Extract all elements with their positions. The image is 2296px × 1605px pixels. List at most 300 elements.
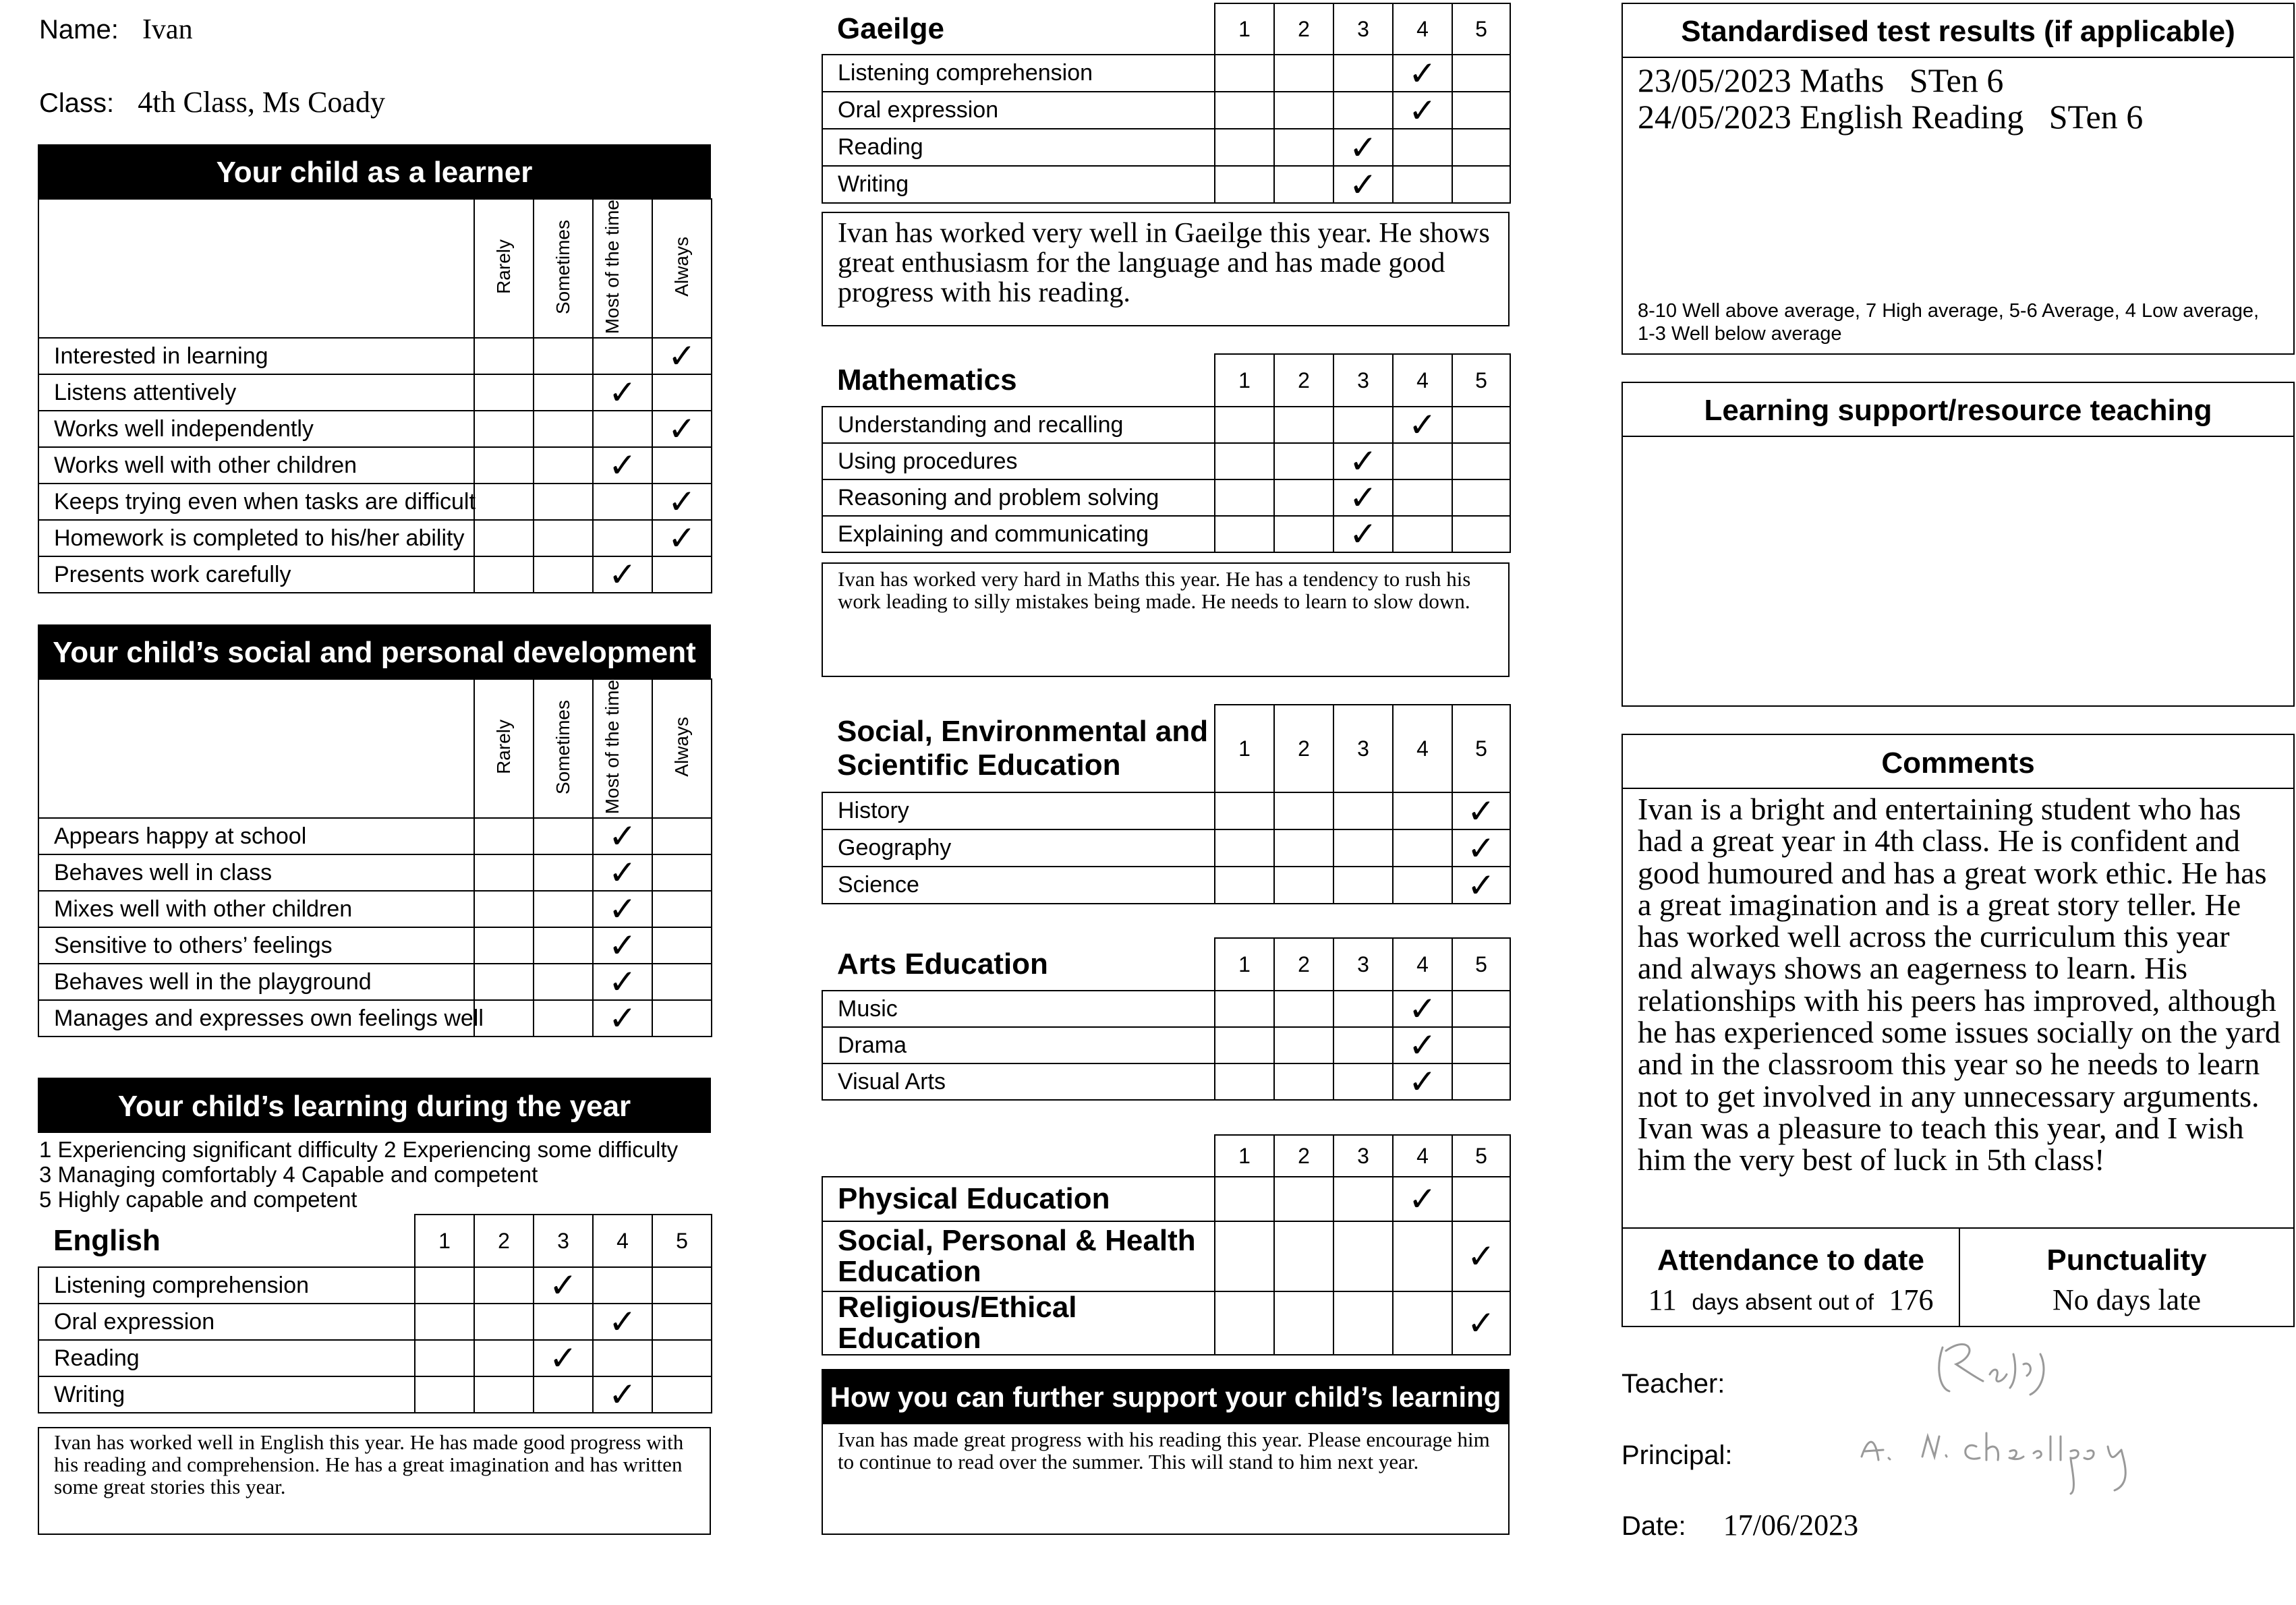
rating-cell-4 (1393, 479, 1452, 516)
checkmark-icon: ✓ (1467, 791, 1495, 831)
row-label: Manages and expresses own feelings well (38, 1000, 474, 1037)
rating-cell-3 (1333, 443, 1393, 479)
checkmark-icon: ✓ (1467, 865, 1495, 905)
checkmark-icon: ✓ (1349, 127, 1377, 167)
social-row-manages-and-expresses-own-feelings-well (38, 1000, 712, 1037)
scale-4: 4 (593, 1215, 652, 1267)
maths-row-explaining-and-communicating (822, 516, 1510, 552)
arts-title: Arts Education (822, 938, 1215, 991)
checkmark-icon: ✓ (1349, 165, 1377, 204)
scale-3: 3 (1333, 938, 1393, 991)
checkmark-icon: ✓ (1408, 90, 1437, 130)
arts-header-row (822, 938, 1510, 991)
rating-cell-4 (1393, 516, 1452, 552)
rating-cell-4 (652, 964, 712, 1000)
learner-row-interested-in-learning (38, 338, 712, 374)
checkmark-icon: ✓ (549, 1339, 577, 1378)
checkmark-icon: ✓ (608, 999, 637, 1039)
social-row-appears-happy-at-school (38, 818, 712, 854)
rating-cell-4 (652, 484, 712, 520)
support-comment: Ivan has made great progress with his reading this year. Please encourage him to continue to read over the summer. This will stand to him next year. (822, 1423, 1510, 1535)
sese-row-history (822, 792, 1510, 829)
row-label: Reading (38, 1340, 415, 1376)
english-table (38, 1214, 712, 1413)
learner-row-homework-is-completed-to-his-her-ability (38, 520, 712, 556)
learner-row-listens-attentively (38, 374, 712, 411)
rating-cell-4 (652, 338, 712, 374)
gaeilge-row-oral-expression (822, 92, 1510, 129)
rating-cell-4 (1393, 1291, 1452, 1355)
rating-cell-5 (652, 1376, 712, 1413)
checkmark-icon: ✓ (1349, 515, 1377, 554)
rating-cell-4 (593, 1304, 652, 1340)
rating-cell-2 (1274, 991, 1333, 1027)
rating-cell-1 (1215, 1221, 1274, 1291)
rating-cell-1 (1215, 166, 1274, 203)
learning-year-header: Your child’s learning during the year (38, 1078, 711, 1133)
rating-cell-4 (1393, 1063, 1452, 1100)
maths-header-row (822, 354, 1510, 407)
social-table (38, 678, 712, 1037)
english-row-listening-comprehension (38, 1267, 712, 1304)
row-label: Reading (822, 129, 1215, 166)
rating-cell-2 (1274, 407, 1333, 443)
standardised-box (1621, 3, 2295, 355)
rating-cell-3 (1333, 829, 1393, 867)
class-value: 4th Class, Ms Coady (138, 86, 385, 119)
learner-header-row (38, 199, 712, 338)
rating-cell-1 (415, 1340, 474, 1376)
maths-row-using-procedures (822, 443, 1510, 479)
punctuality-cell (1960, 1229, 2293, 1326)
rating-cell-2 (534, 484, 593, 520)
rating-cell-3 (593, 411, 652, 447)
rating-cell-2 (534, 447, 593, 484)
rating-cell-1 (1215, 991, 1274, 1027)
punctuality-title: Punctuality (2046, 1244, 2207, 1277)
rating-cell-2 (1274, 479, 1333, 516)
attendance-values (1623, 1283, 1959, 1317)
rating-cell-4 (1393, 1027, 1452, 1063)
rating-cell-1 (1215, 829, 1274, 867)
rating-cell-3 (1333, 867, 1393, 904)
rating-cell-3 (1333, 991, 1393, 1027)
class-label: Class: (39, 88, 115, 118)
checkmark-icon: ✓ (608, 446, 637, 486)
rating-cell-5 (1452, 407, 1510, 443)
checkmark-icon: ✓ (608, 889, 637, 929)
days-absent-value: 11 (1648, 1283, 1677, 1316)
rating-cell-1 (474, 374, 534, 411)
row-label: Reasoning and problem solving (822, 479, 1215, 516)
rating-cell-4 (652, 854, 712, 891)
rating-cell-5 (1452, 829, 1510, 867)
checkmark-icon: ✓ (608, 817, 637, 856)
english-comment: Ivan has worked well in English this year. He has made good progress with his reading and comprehension. He has a great imagination and has written some great stories this year. (38, 1427, 711, 1535)
rating-cell-4 (652, 891, 712, 927)
rating-cell-5 (1452, 166, 1510, 203)
row-label: Presents work carefully (38, 556, 474, 593)
row-label: Explaining and communicating (822, 516, 1215, 552)
scale-3: 3 (1333, 705, 1393, 792)
rating-cell-1 (474, 338, 534, 374)
standardised-note: 8-10 Well above average, 7 High average, 5-6 Average, 4 Low average, 1-3 Well below average (1638, 300, 2260, 345)
rating-cell-1 (1215, 867, 1274, 904)
arts-table (822, 937, 1511, 1101)
other-row-physical-education (822, 1177, 1510, 1221)
row-label: Behaves well in the playground (38, 964, 474, 1000)
rating-cell-1 (474, 556, 534, 593)
gaeilge-row-listening-comprehension (822, 55, 1510, 92)
rating-cell-4 (1393, 792, 1452, 829)
rating-cell-2 (1274, 867, 1333, 904)
scale-1: 1 (1215, 354, 1274, 407)
rating-cell-3 (1333, 166, 1393, 203)
checkmark-icon: ✓ (608, 1375, 637, 1414)
rating-cell-1 (415, 1267, 474, 1304)
scale-4: 4 (1393, 3, 1452, 55)
other-row-social-personal-health (822, 1221, 1510, 1291)
rating-cell-3 (1333, 1063, 1393, 1100)
scale-4: 4 (1393, 938, 1452, 991)
rating-cell-2 (534, 374, 593, 411)
checkmark-icon: ✓ (1408, 405, 1437, 444)
rating-cell-1 (1215, 1291, 1274, 1355)
rating-cell-4 (593, 1340, 652, 1376)
rating-cell-2 (474, 1340, 534, 1376)
scale-3: 3 (1333, 354, 1393, 407)
name-value: Ivan (142, 14, 193, 45)
rating-cell-2 (1274, 129, 1333, 166)
other-row-religious-ethical-education (822, 1291, 1510, 1355)
row-label: Oral expression (822, 92, 1215, 129)
learner-row-keeps-trying-even-when-tasks-are-difficult (38, 484, 712, 520)
rating-cell-4 (1393, 443, 1452, 479)
rating-cell-5 (1452, 1063, 1510, 1100)
checkmark-icon: ✓ (608, 962, 637, 1002)
maths-table (822, 353, 1511, 553)
rating-cell-2 (1274, 792, 1333, 829)
rating-cell-1 (474, 411, 534, 447)
scale-2: 2 (1274, 3, 1333, 55)
rating-cell-3 (593, 556, 652, 593)
rating-cell-1 (1215, 92, 1274, 129)
rating-cell-2 (534, 520, 593, 556)
social-row-behaves-well-in-class (38, 854, 712, 891)
rating-cell-3 (1333, 55, 1393, 92)
checkmark-icon: ✓ (608, 926, 637, 966)
checkmark-icon: ✓ (1408, 989, 1437, 1028)
checkmark-icon: ✓ (1349, 442, 1377, 481)
rating-cell-3 (534, 1340, 593, 1376)
rating-cell-1 (474, 927, 534, 964)
scale-1: 1 (1215, 1135, 1274, 1177)
checkmark-icon: ✓ (1467, 828, 1495, 868)
rating-cell-5 (652, 1340, 712, 1376)
rating-cell-4 (1393, 166, 1452, 203)
col-most-of-the-time: Most of the time (593, 679, 652, 818)
row-label: Sensitive to others’ feelings (38, 927, 474, 964)
rating-cell-2 (534, 891, 593, 927)
rating-cell-5 (1452, 1221, 1510, 1291)
rating-cell-1 (1215, 129, 1274, 166)
sese-table (822, 704, 1511, 904)
scale-5: 5 (1452, 354, 1510, 407)
learning-year-legend (39, 1137, 678, 1212)
row-label: Keeps trying even when tasks are difficult (38, 484, 474, 520)
rating-cell-1 (415, 1304, 474, 1340)
col-always: Always (652, 679, 712, 818)
rating-cell-2 (534, 556, 593, 593)
col-sometimes: Sometimes (534, 679, 593, 818)
date-value: 17/06/2023 (1723, 1509, 1859, 1542)
rating-cell-1 (474, 520, 534, 556)
gaeilge-header-row (822, 3, 1510, 55)
rating-cell-5 (1452, 92, 1510, 129)
rating-cell-1 (1215, 55, 1274, 92)
scale-1: 1 (1215, 705, 1274, 792)
rating-cell-4 (1393, 991, 1452, 1027)
social-row-mixes-well-with-other-children (38, 891, 712, 927)
rating-cell-1 (474, 447, 534, 484)
date-label: Date: (1621, 1511, 1686, 1541)
checkmark-icon: ✓ (1349, 478, 1377, 517)
row-label: Listens attentively (38, 374, 474, 411)
learning-support-title: Learning support/resource teaching (1623, 383, 2293, 437)
name-label: Name: (39, 15, 119, 45)
attendance-title: Attendance to date (1657, 1244, 1925, 1277)
attendance-row (1623, 1227, 2293, 1326)
row-label: Using procedures (822, 443, 1215, 479)
english-row-reading (38, 1340, 712, 1376)
arts-row-drama (822, 1027, 1510, 1063)
scale-5: 5 (652, 1215, 712, 1267)
learner-row-presents-work-carefully (38, 556, 712, 593)
checkmark-icon: ✓ (1408, 1062, 1437, 1101)
checkmark-icon: ✓ (1408, 1179, 1437, 1219)
checkmark-icon: ✓ (1467, 1304, 1495, 1343)
arts-row-visual-arts (822, 1063, 1510, 1100)
rating-cell-2 (474, 1267, 534, 1304)
rating-cell-4 (1393, 55, 1452, 92)
row-label-line-1: Social, Personal & Health (838, 1224, 1196, 1257)
rating-cell-2 (1274, 1221, 1333, 1291)
sese-title-line-1: Social, Environmental and (837, 714, 1209, 748)
scale-5: 5 (1452, 3, 1510, 55)
teacher-signature (1929, 1327, 2091, 1401)
row-label (822, 1177, 1215, 1221)
rating-cell-5 (1452, 1291, 1510, 1355)
rating-cell-2 (1274, 92, 1333, 129)
checkmark-icon: ✓ (549, 1266, 577, 1305)
rating-cell-2 (1274, 1027, 1333, 1063)
rating-cell-2 (534, 411, 593, 447)
rating-cell-1 (1215, 1177, 1274, 1221)
rating-cell-3 (593, 1000, 652, 1037)
social-header-blank (38, 679, 474, 818)
arts-row-music (822, 991, 1510, 1027)
rating-cell-1 (1215, 1027, 1274, 1063)
scale-5: 5 (1452, 938, 1510, 991)
checkmark-icon: ✓ (668, 409, 696, 449)
gaeilge-row-reading (822, 129, 1510, 166)
teacher-signature-svg (1929, 1327, 2091, 1401)
checkmark-icon: ✓ (668, 337, 696, 376)
rating-cell-3 (1333, 792, 1393, 829)
rating-cell-3 (593, 338, 652, 374)
row-label-line-1: Religious/Ethical Education (838, 1291, 1077, 1355)
rating-cell-2 (1274, 55, 1333, 92)
row-label: Drama (822, 1027, 1215, 1063)
checkmark-icon: ✓ (608, 373, 637, 413)
scale-1: 1 (1215, 3, 1274, 55)
row-label: Visual Arts (822, 1063, 1215, 1100)
rating-cell-4 (652, 374, 712, 411)
sese-row-geography (822, 829, 1510, 867)
row-label: Listening comprehension (38, 1267, 415, 1304)
rating-cell-2 (1274, 443, 1333, 479)
scale-2: 2 (1274, 705, 1333, 792)
rating-cell-2 (1274, 1177, 1333, 1221)
learning-support-content (1623, 437, 2293, 450)
rating-cell-3 (593, 891, 652, 927)
rating-cell-1 (1215, 516, 1274, 552)
rating-cell-4 (1393, 407, 1452, 443)
name-row (39, 13, 193, 46)
rating-cell-2 (534, 854, 593, 891)
rating-cell-5 (652, 1304, 712, 1340)
standardised-line-2: 24/05/2023 English Reading STen 6 (1638, 98, 2144, 136)
checkmark-icon: ✓ (1467, 1237, 1495, 1276)
checkmark-icon: ✓ (608, 853, 637, 893)
rating-cell-5 (1452, 1027, 1510, 1063)
rating-cell-4 (652, 1000, 712, 1037)
rating-cell-1 (474, 484, 534, 520)
learning-support-box (1621, 382, 2295, 707)
principal-label: Principal: (1621, 1440, 1733, 1470)
rating-cell-3 (534, 1304, 593, 1340)
row-label: Writing (38, 1376, 415, 1413)
rating-cell-5 (1452, 1177, 1510, 1221)
rating-cell-2 (1274, 1063, 1333, 1100)
rating-cell-3 (1333, 1291, 1393, 1355)
rating-cell-5 (1452, 129, 1510, 166)
english-title: English (38, 1215, 415, 1267)
sese-title (822, 705, 1215, 792)
row-label: Listening comprehension (822, 55, 1215, 92)
checkmark-icon: ✓ (1408, 1026, 1437, 1065)
english-row-writing (38, 1376, 712, 1413)
days-absent-text: days absent out of (1692, 1289, 1874, 1314)
gaeilge-row-writing (822, 166, 1510, 203)
rating-cell-4 (1393, 1177, 1452, 1221)
rating-cell-3 (593, 818, 652, 854)
english-row-oral-expression (38, 1304, 712, 1340)
scale-2: 2 (1274, 938, 1333, 991)
maths-comment: Ivan has worked very hard in Maths this year. He has a tendency to rush his work leading to silly mistakes being made. He needs to learn to slow down. (822, 562, 1510, 677)
maths-title: Mathematics (822, 354, 1215, 407)
rating-cell-3 (1333, 129, 1393, 166)
row-label: Oral expression (38, 1304, 415, 1340)
rating-cell-3 (534, 1376, 593, 1413)
row-label: Homework is completed to his/her ability (38, 520, 474, 556)
rating-cell-3 (593, 854, 652, 891)
legend-line-2: 3 Managing comfortably 4 Capable and competent (39, 1162, 538, 1187)
rating-cell-5 (1452, 443, 1510, 479)
col-rarely: Rarely (474, 199, 534, 338)
rating-cell-2 (534, 964, 593, 1000)
row-label: Understanding and recalling (822, 407, 1215, 443)
principal-signature (1848, 1409, 2172, 1497)
rating-cell-4 (593, 1267, 652, 1304)
rating-cell-3 (593, 447, 652, 484)
scale-3: 3 (534, 1215, 593, 1267)
checkmark-icon: ✓ (608, 1302, 637, 1341)
gaeilge-table (822, 3, 1511, 204)
learner-header: Your child as a learner (38, 144, 711, 198)
rating-cell-3 (1333, 407, 1393, 443)
rating-cell-4 (1393, 829, 1452, 867)
standardised-line-1: 23/05/2023 Maths STen 6 (1638, 61, 2004, 99)
rating-cell-5 (1452, 792, 1510, 829)
row-label: Geography (822, 829, 1215, 867)
support-header: How you can further support your child’s learning (822, 1369, 1510, 1423)
rating-cell-2 (1274, 166, 1333, 203)
scale-4: 4 (1393, 354, 1452, 407)
scale-2: 2 (474, 1215, 534, 1267)
rating-cell-3 (1333, 92, 1393, 129)
row-label: Works well independently (38, 411, 474, 447)
social-row-behaves-well-in-the-playground (38, 964, 712, 1000)
scale-4: 4 (1393, 1135, 1452, 1177)
row-label (822, 1291, 1215, 1355)
col-sometimes: Sometimes (534, 199, 593, 338)
checkmark-icon: ✓ (668, 482, 696, 522)
legend-line-3: 5 Highly capable and competent (39, 1187, 357, 1212)
rating-cell-4 (652, 520, 712, 556)
scale-5: 5 (1452, 1135, 1510, 1177)
rating-cell-2 (534, 338, 593, 374)
rating-cell-4 (1393, 129, 1452, 166)
scale-4: 4 (1393, 705, 1452, 792)
row-label: Writing (822, 166, 1215, 203)
standardised-title: Standardised test results (if applicable) (1623, 4, 2293, 58)
rating-cell-1 (1215, 792, 1274, 829)
row-label: History (822, 792, 1215, 829)
rating-cell-2 (534, 927, 593, 964)
rating-cell-3 (1333, 1027, 1393, 1063)
row-label: Works well with other children (38, 447, 474, 484)
row-label: Behaves well in class (38, 854, 474, 891)
checkmark-icon: ✓ (668, 519, 696, 558)
other-header-row (822, 1135, 1510, 1177)
rating-cell-1 (1215, 1063, 1274, 1100)
rating-cell-2 (474, 1376, 534, 1413)
rating-cell-3 (593, 520, 652, 556)
scale-5: 5 (1452, 705, 1510, 792)
rating-cell-4 (652, 447, 712, 484)
rating-cell-5 (652, 1267, 712, 1304)
learner-row-works-well-with-other-children (38, 447, 712, 484)
sese-title-line-2: Scientific Education (837, 748, 1121, 782)
rating-cell-4 (652, 927, 712, 964)
rating-cell-3 (1333, 1221, 1393, 1291)
col-always: Always (652, 199, 712, 338)
other-subjects-table (822, 1134, 1511, 1355)
rating-cell-4 (652, 818, 712, 854)
row-label: Mixes well with other children (38, 891, 474, 927)
rating-cell-1 (474, 818, 534, 854)
